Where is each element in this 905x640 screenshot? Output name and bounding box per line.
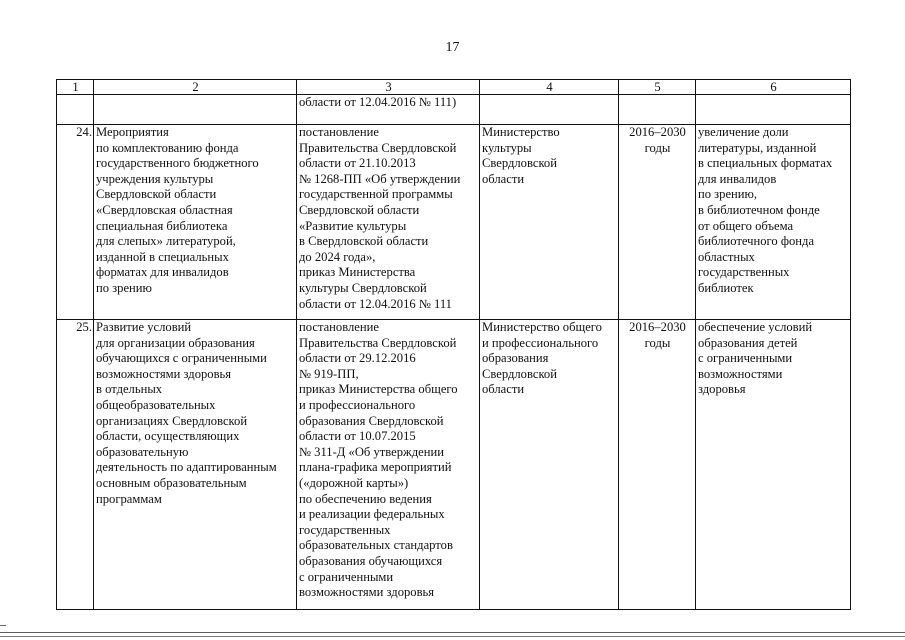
- basis-line: области от 21.10.2013: [299, 156, 416, 171]
- row-number-cell: 24.: [57, 125, 94, 320]
- table-row: [57, 125, 851, 320]
- basis-line: области от 10.07.2015: [299, 429, 416, 444]
- measures-table: [56, 79, 851, 610]
- basis-line: и реализации федеральных: [299, 507, 445, 522]
- event-line: организациях Свердловской: [96, 413, 248, 428]
- continuation-period-cell: [619, 95, 696, 125]
- result-line: здоровья: [698, 382, 746, 397]
- result-line: в специальных форматах: [698, 156, 833, 171]
- executor-line: Министерство: [482, 125, 560, 139]
- executor-line: и профессионального: [482, 335, 599, 350]
- result-line: государственных: [698, 265, 790, 280]
- continuation-basis-cell: [297, 95, 480, 125]
- column-header-5: 5: [619, 80, 696, 95]
- result-line: библиотечного фонда: [698, 234, 815, 249]
- basis-line: государственной программы: [299, 187, 453, 202]
- basis-line: с ограниченными: [299, 569, 394, 584]
- column-number-row: [57, 80, 851, 95]
- result-line: с ограниченными: [698, 351, 793, 366]
- executor-line: Министерство общего: [482, 320, 602, 334]
- event-line: области, осуществляющих: [96, 429, 240, 444]
- event-line: по зрению: [96, 280, 152, 295]
- result-line: в библиотечном фонде: [698, 202, 820, 217]
- result-line: от общего объема: [698, 218, 794, 233]
- basis-line: Правительства Свердловской: [299, 335, 457, 350]
- result-line: возможностями: [698, 366, 783, 381]
- basis-line: плана-графика мероприятий: [299, 460, 452, 475]
- basis-line: государственных: [299, 522, 391, 537]
- basis-line: и профессионального: [299, 397, 416, 412]
- basis-line: «Развитие культуры: [299, 218, 407, 233]
- period-line: годы: [644, 335, 671, 350]
- basis-line: образовательных стандартов: [299, 538, 453, 553]
- event-line: программам: [96, 491, 162, 506]
- event-line: «Свердловская областная: [96, 202, 233, 217]
- basis-line: по обеспечению ведения: [299, 491, 432, 506]
- basis-line: образования обучающихся: [299, 553, 443, 568]
- basis-line: («дорожной карты»): [299, 475, 409, 490]
- basis-line: приказ Министерства общего: [299, 382, 458, 397]
- event-line: деятельность по адаптированным: [96, 460, 277, 475]
- executor-cell: [480, 320, 619, 610]
- result-line: обеспечение условий: [698, 320, 813, 334]
- period-line: 2016–2030: [629, 125, 686, 139]
- event-line: специальная библиотека: [96, 218, 228, 233]
- basis-line: области от 12.04.2016 № 111: [299, 296, 452, 311]
- basis-line: № 1268-ПП «Об утверждении: [299, 171, 461, 186]
- event-line: возможностями здоровья: [96, 366, 232, 381]
- executor-line: области: [482, 382, 525, 397]
- result-line: областных: [698, 249, 755, 264]
- event-cell: [94, 125, 297, 320]
- event-line: для слепых» литературой,: [96, 234, 236, 249]
- executor-cell: [480, 125, 619, 320]
- event-line: Свердловской области: [96, 187, 217, 202]
- column-header-6: 6: [696, 80, 851, 95]
- event-line: в отдельных: [96, 382, 163, 397]
- column-header-3: 3: [297, 80, 480, 95]
- event-line: учреждения культуры: [96, 171, 214, 186]
- event-line: для организации образования: [96, 335, 255, 350]
- event-line: общеобразовательных: [96, 397, 216, 412]
- period-line: годы: [644, 140, 671, 155]
- result-line: по зрению,: [698, 187, 758, 202]
- basis-line: культуры Свердловской: [299, 280, 427, 295]
- event-line: основным образовательным: [96, 475, 247, 490]
- basis-line: № 919-ПП,: [299, 366, 359, 381]
- result-line: библиотек: [698, 280, 754, 295]
- basis-line: постановление: [299, 125, 379, 139]
- row-number-cell: 25.: [57, 320, 94, 610]
- event-line: Мероприятия: [96, 125, 169, 139]
- continuation-row: [57, 95, 851, 125]
- continuation-result-cell: [696, 95, 851, 125]
- result-line: образования детей: [698, 335, 798, 350]
- continuation-event-cell: [94, 95, 297, 125]
- basis-line: возможностями здоровья: [299, 585, 435, 600]
- basis-line: приказ Министерства: [299, 265, 416, 280]
- basis-cell: [297, 125, 480, 320]
- executor-line: культуры: [482, 140, 532, 155]
- column-header-1: 1: [57, 80, 94, 95]
- result-line: для инвалидов: [698, 171, 777, 186]
- basis-line: образования Свердловской: [299, 413, 444, 428]
- table-row: [57, 320, 851, 610]
- column-header-2: 2: [94, 80, 297, 95]
- result-line: увеличение доли: [698, 125, 789, 139]
- executor-line: Свердловской: [482, 366, 557, 381]
- event-line: обучающихся с ограниченными: [96, 351, 267, 366]
- continuation-executor-cell: [480, 95, 619, 125]
- executor-line: образования: [482, 351, 549, 366]
- basis-line: в Свердловской области: [299, 234, 429, 249]
- scan-bottom-edge: [0, 630, 905, 640]
- basis-line: постановление: [299, 320, 379, 334]
- event-line: форматах для инвалидов: [96, 265, 229, 280]
- basis-line: Правительства Свердловской: [299, 140, 457, 155]
- period-cell: [619, 125, 696, 320]
- continuation-basis-line: области от 12.04.2016 № 111): [299, 95, 457, 109]
- basis-line: до 2024 года»,: [299, 249, 376, 264]
- event-line: по комплектованию фонда: [96, 140, 239, 155]
- result-cell: [696, 320, 851, 610]
- executor-line: Свердловской: [482, 156, 557, 171]
- basis-line: № 311-Д «Об утверждении: [299, 444, 444, 459]
- basis-line: области от 29.12.2016: [299, 351, 416, 366]
- event-line: Развитие условий: [96, 320, 192, 334]
- period-line: 2016–2030: [629, 320, 686, 334]
- event-line: образовательную: [96, 444, 189, 459]
- continuation-num-cell: [57, 95, 94, 125]
- event-line: изданной в специальных: [96, 249, 229, 264]
- event-cell: [94, 320, 297, 610]
- result-cell: [696, 125, 851, 320]
- executor-line: области: [482, 171, 525, 186]
- event-line: государственного бюджетного: [96, 156, 259, 171]
- basis-line: Свердловской области: [299, 202, 420, 217]
- result-line: литературы, изданной: [698, 140, 817, 155]
- column-header-4: 4: [480, 80, 619, 95]
- period-cell: [619, 320, 696, 610]
- basis-cell: [297, 320, 480, 610]
- page-number: 17: [445, 40, 460, 55]
